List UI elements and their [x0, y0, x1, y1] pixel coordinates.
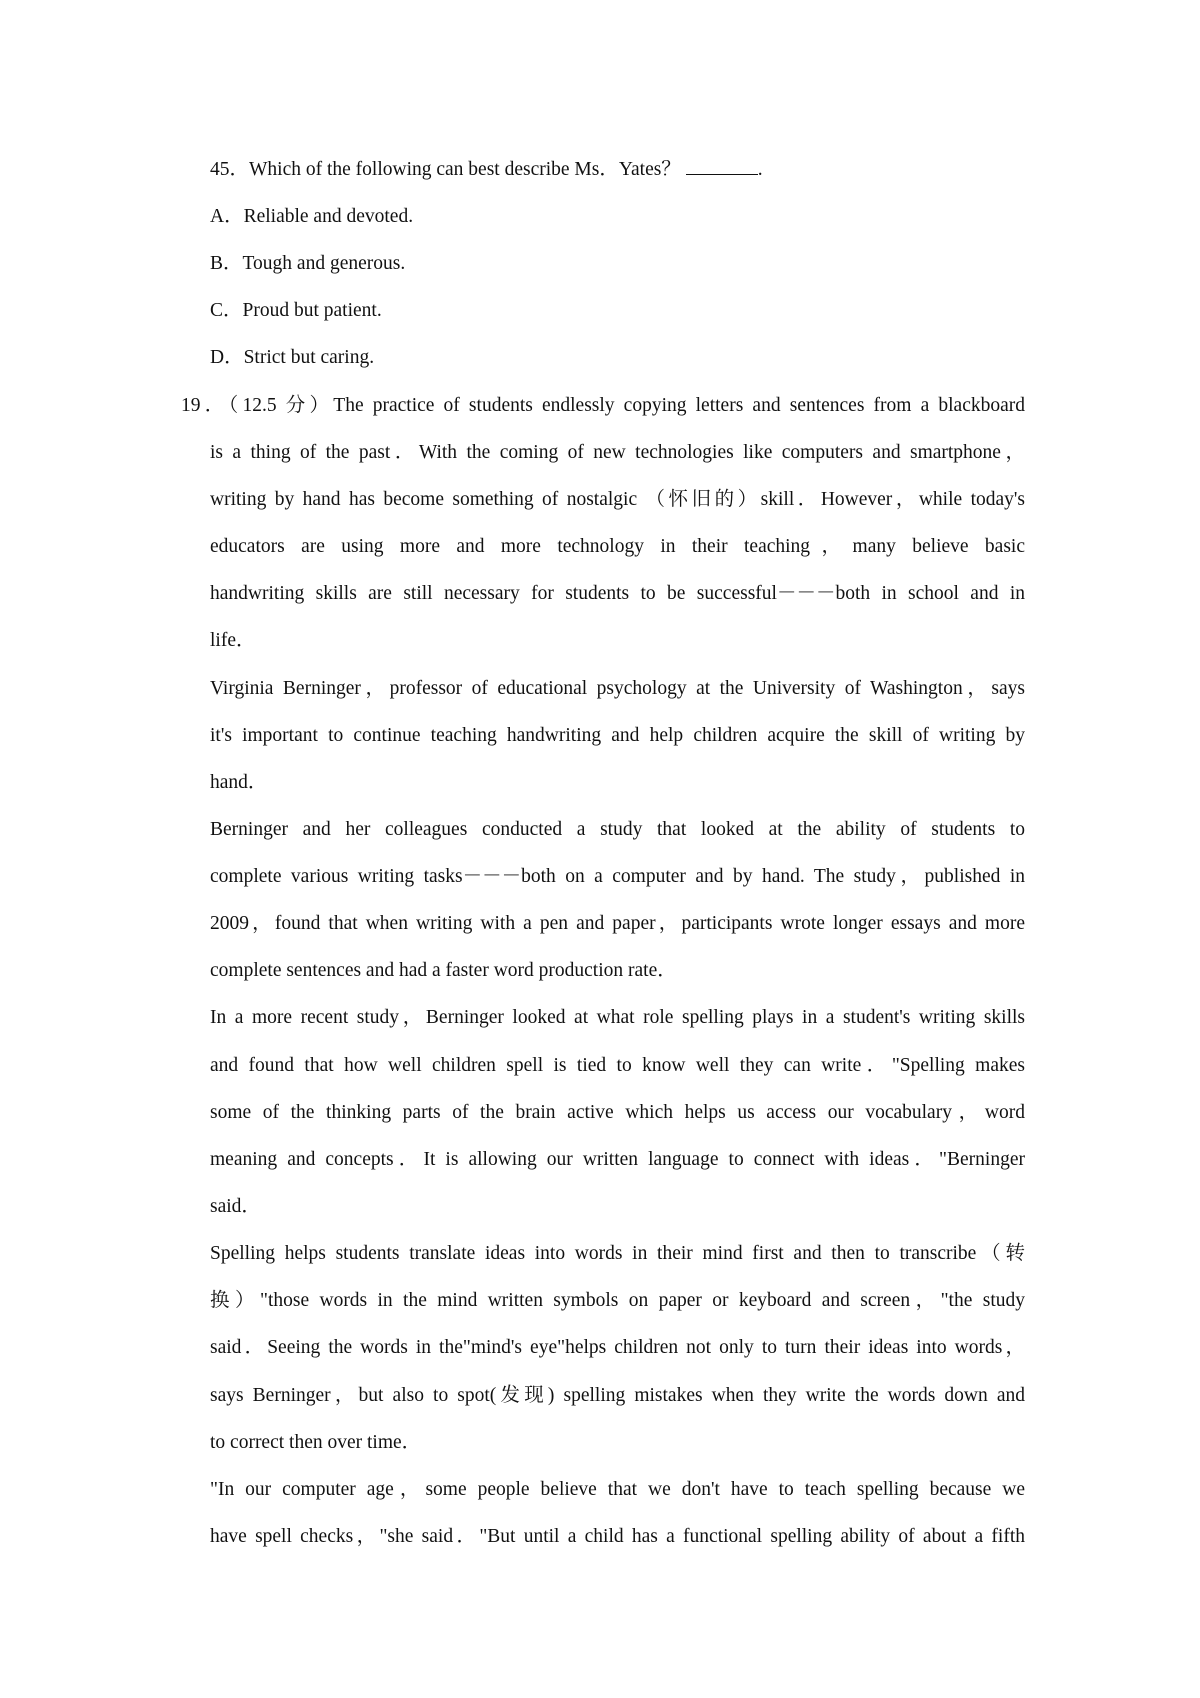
q19-line: writing by hand has become something of nostalgic （怀旧的）skill．However，while today's	[210, 489, 1025, 510]
q19-line: 2009，found that when writing with a pen and paper，participants wrote longer essays and more	[210, 913, 1025, 934]
q45-stem-text: 45．Which of the following can best describe Ms．Yates？	[210, 159, 681, 180]
q19-line: Spelling helps students translate ideas into words in their mind first and then to transcribe（转	[210, 1243, 1025, 1264]
q45-option-b: B．Tough and generous.	[210, 253, 406, 274]
q19-line: and found that how well children spell is tied to know well they can write．"Spelling makes	[210, 1055, 1025, 1076]
q19-line: life．	[210, 630, 256, 651]
q19-line: says Berninger，but also to spot(发现) spelling mistakes when they write the words down and	[210, 1385, 1025, 1406]
q45-stem-end: .	[757, 159, 763, 180]
q19-line: 换）"those words in the mind written symbols on paper or keyboard and screen，"the study	[210, 1290, 1025, 1311]
q19-line: to correct then over time．	[210, 1432, 422, 1453]
q19-line: Virginia Berninger，professor of educational psychology at the University of Washington，says	[210, 678, 1025, 699]
q45-option-d: D．Strict but caring.	[210, 347, 375, 368]
q19-line: meaning and concepts．It is allowing our written language to connect with ideas．"Berninger	[210, 1149, 1025, 1170]
q45-stem	[210, 158, 763, 182]
q19-line: said．	[210, 1196, 261, 1217]
q19-line: said．Seeing the words in the"mind's eye"helps children not only to turn their ideas into words，	[210, 1337, 1025, 1358]
q19-line: complete various writing tasks－－－both on a computer and by hand. The study，published in	[210, 866, 1025, 887]
q19-line: is a thing of the past．With the coming of new technologies like computers and smartphone，	[210, 442, 1025, 463]
q45-option-a: A．Reliable and devoted.	[210, 206, 414, 227]
q19-line: Berninger and her colleagues conducted a study that looked at the ability of students to	[210, 819, 1025, 840]
q19-line: "In our computer age，some people believe that we don't have to teach spelling because we	[210, 1479, 1025, 1500]
q19-line: complete sentences and had a faster word production rate．	[210, 960, 677, 981]
q45-option-c: C．Proud but patient.	[210, 300, 382, 321]
q19-line: educators are using more and more technology in their teaching，many believe basic	[210, 536, 1025, 557]
q19-line: some of the thinking parts of the brain active which helps us access our vocabulary，word	[210, 1102, 1025, 1123]
q19-line: handwriting skills are still necessary for students to be successful－－－both in school and in	[210, 583, 1025, 604]
q19-line: In a more recent study，Berninger looked at what role spelling plays in a student's writing skills	[210, 1007, 1025, 1028]
q19-line: 19．（12.5 分）The practice of students endlessly copying letters and sentences from a blackboard	[181, 395, 1025, 416]
q19-line: have spell checks，"she said．"But until a child has a functional spelling ability of about a fifth	[210, 1526, 1025, 1547]
answer-blank	[686, 158, 758, 175]
q19-line: it's important to continue teaching handwriting and help children acquire the skill of writing by	[210, 725, 1025, 746]
q19-line: hand．	[210, 772, 268, 793]
